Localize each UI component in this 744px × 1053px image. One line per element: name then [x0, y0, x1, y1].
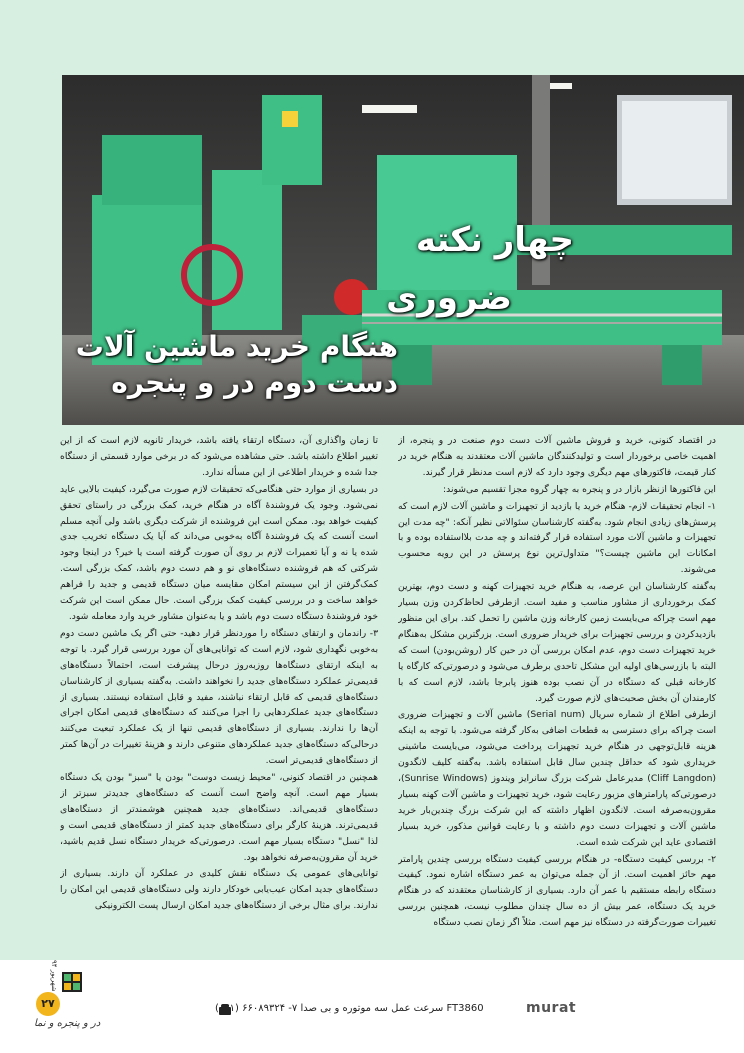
advertisement-text: FT3860 سرعت عمل سه موتوره و بی صدا ۷- ۶۶۰۸۹۳۲۴ (۰۲۱) — [215, 1003, 484, 1014]
article-column-left — [60, 433, 378, 953]
paragraph: در اقتصاد کنونی، خرید و فروش ماشین آلات دست دوم صنعت در و پنجره، از اهمیت خاصی برخوردار است و تولیدکنندگان ماشین آلات معتقدند به هنگام خرید در کنار قیمت، فاکتورهای مهم دیگری وجود دارد که لازم است مدنظر قرار گیرند. — [398, 435, 716, 478]
article-title-line-2: ضروری — [386, 278, 512, 318]
paragraph: به‌گفته کارشناسان این عرصه، به هنگام خرید تجهیزات کهنه و دست دوم، بهترین کمک برخورداری از مشاور مناسب و مفید است. ازطرفی لحاظ‌کردن وزن بسیار مهم است چراکه می‌بایست زمین کارخانه وزن ماشین را تحمل کند. برای این منظور بازدیدکردن و بررسی تجهیزات برای خریدار ضروری است. بزرگترین مشکل به‌هنگام خرید تجهیزات دست دوم، عدم امکان بررسی آن در حین کار (روشن‌بودن) است که البته با بازرسی‌های اولیه این مشکل تاحدی برطرف می‌شود و درصورتی‌که کارگاه یا کارخانه قبلی که دستگاه در آن نصب بوده هنوز پابرجا باشد، لازم است که با کارمندان آن بخش صحبت‌های لازم صورت گیرد. — [398, 581, 716, 704]
magazine-logo-icon — [62, 972, 82, 992]
page-number: ۲۷ — [36, 992, 60, 1016]
brand-logo: murat — [526, 1000, 577, 1016]
article-column-right — [398, 433, 716, 953]
article-subtitle-line-1: هنگام خرید ماشین آلات — [75, 330, 398, 363]
paragraph: ازطرفی اطلاع از شماره سریال (Serial num) ماشین آلات و تجهیزات ضروری است چراکه برای دسترسی به قطعات اضافی به‌کار گرفته می‌شود. با توجه به اینکه هزینه قابل‌توجهی در هنگام خرید تجهیزات پرداخت می‌شود، می‌بایست ماشینی خریداری شود که حداقل چندین سال قابل استفاده باشد. به‌گفته کلیف لانگدون (Cliff Langdon) مدیرعامل شرکت بزرگ سانرایز ویندوز (Sunrise Windows)، درصورتی‌که پارامترهای مزبور رعایت شود، خرید تجهیزات و ماشین آلات کهنه بسیار مقرون‌به‌صرفه است. لانگدون اظهار داشته که این شرکت بزرگ چندین‌بار خرید ماشین آلات و تجهیزات دست دوم داشته و با رعایت قوانین مذکور، خرید بسیار اقتصادی عاید این شرکت شده است. — [398, 709, 716, 848]
paragraph: در بسیاری از موارد حتی هنگامی‌که تحقیقات لازم صورت می‌گیرد، کیفیت بالایی عاید نمی‌شود. وجود یک فروشندهٔ آگاه در هنگام خرید، کمک بزرگی در راستای تحقق کیفیت خواهد بود. ممکن است این فروشنده از شرکت دیگری باشد ولی آنچه مسلم است آنست که یک فروشندهٔ آگاه به‌خوبی می‌داند که آیا یک دستگاه تخریب جدی شده یا نه و آیا تعمیرات لازم بر روی آن صورت گرفته است یا خیر؟ در اینجا وجود شرکتی که هم فروشنده دستگاه‌های نو و هم دست دوم باشد، کمک بزرگی است. کمک‌گرفتن از این سیستم امکان مقایسه میان دستگاه قدیمی و جدید را فراهم خواهد ساخت و در بررسی کیفیت کمک بزرگی است. حال ممکن است این شرکت خود فروشندهٔ دستگاه دست دوم باشد و یا به‌عنوان مشاور خرید وارد معامله شود. — [60, 483, 378, 622]
magazine-name: در و پنجره و نما — [34, 1018, 101, 1029]
paragraph: ۳- راندمان و ارتقای دستگاه را موردنظر قرار دهید- حتی اگر یک ماشین دست دوم به‌خوبی نگهداری شود، لازم است که توانایی‌های آن مورد بررسی قرار گیرد. با توجه به اینکه ارتقای دستگاه‌ها روزبه‌روز درحال پیشرفت است، احتمالاً دستگاه‌های قدیمی‌تر عملکرد دستگاه‌های جدید را نخواهند داشت. به‌گفته بسیاری از کارشناسان دستگاه‌های قدیمی که قابل ارتقاء نباشند، مفید و قابل استفاده نیستند. بسیاری از دستگاه‌های جدید عملکردهایی را اجرا می‌کنند که دستگاه‌های قدیمی امکان اجرای آن‌ها را ندارند. بسیاری از دستگاه‌های قدیمی تنها از یک عملکرد تبعیت می‌کنند درحالی‌که دستگاه‌های جدید عملکردهای متنوعی دارند و هزینهٔ تغییرات در آن‌ها کمتر از دستگاه‌های قدیمی‌تر است. — [60, 627, 378, 767]
paragraph: توانایی‌های عمومی یک دستگاه نقش کلیدی در عملکرد آن دارند. بسیاری از دستگاه‌های جدید امکان عیب‌یابی خودکار دارند ولی دستگاه‌های قدیمی این امکان را ندارند. برای مثال برخی از دستگاه‌های جدید امکان ارسال پست الکترونیکی — [60, 868, 378, 912]
paragraph: این فاکتورها ازنظر بازار در و پنجره به چهار گروه مجزا تقسیم می‌شوند: — [443, 483, 716, 495]
issue-date: شهریور ۹۴ — [50, 960, 58, 992]
paragraph: همچنین در اقتصاد کنونی، "محیط زیست دوست" بودن یا "سبز" بودن یک دستگاه بسیار مهم است. آنچه واضح است آنست که دستگاه‌های جدیدتر سبزتر از دستگاه‌های قدیمی‌اند. دستگاه‌های جدید همچنین هوشمندتر از دستگاه‌های قدیمی‌ترند. هزینهٔ کارگر برای دستگاه‌های جدید کمتر از دستگاه‌های قدیمی است و لذا "نسل" دستگاه بسیار مهم است. درصورتی‌که خریدار دستگاه نسل قدیم باشید، خرید آن مقرون‌به‌صرفه نخواهد بود. — [60, 772, 378, 863]
paragraph: ۱- انجام تحقیقات لازم- هنگام خرید یا بازدید از تجهیزات و ماشین آلات لازم است که پرسش‌های زیادی انجام شود. به‌گفته کارشناسان سئوالاتی نظیر آنکه: "چه مدت این تجهیزات و ماشین آلات مورد استفاده قرار گرفته‌اند و چه مدت بلااستفاده بوده و با امکانات این ماشین چیست؟" متداول‌ترین نوع پرسش در این رویه محسوب می‌شوند. — [398, 500, 716, 576]
article-title-line-1: چهار نکته — [415, 220, 574, 260]
article-subtitle-line-2: دست دوم در و پنجره — [111, 366, 398, 399]
paragraph: ۲- بررسی کیفیت دستگاه- در هنگام بررسی کیفیت دستگاه بررسی چندین پارامتر مهم حائز اهمیت است. از آن جمله می‌توان به عمر دستگاه اشاره نمود. کیفیت دستگاه رابطه مستقیم با عمر آن دارد. بسیاری از کارشناسان معتقدند که در هنگام خرید یک دستگاه، عمر بیش از ده سال چندان مطلوب نیست، همچنین بررسی تغییرات صورت‌گرفته در دستگاه نیز مهم است. مثلاً اگر زمان نصب دستگاه — [398, 853, 716, 929]
paragraph: تا زمان واگذاری آن، دستگاه ارتقاء یافته باشد، خریدار ثانویه لازم است که از این تغییر اطلاع داشته باشد. حتی مشاهده می‌شود که در برخی موارد قسمتی از دستگاه جدا شده و خریدار اطلاعی از این مسأله ندارد. — [60, 435, 378, 478]
